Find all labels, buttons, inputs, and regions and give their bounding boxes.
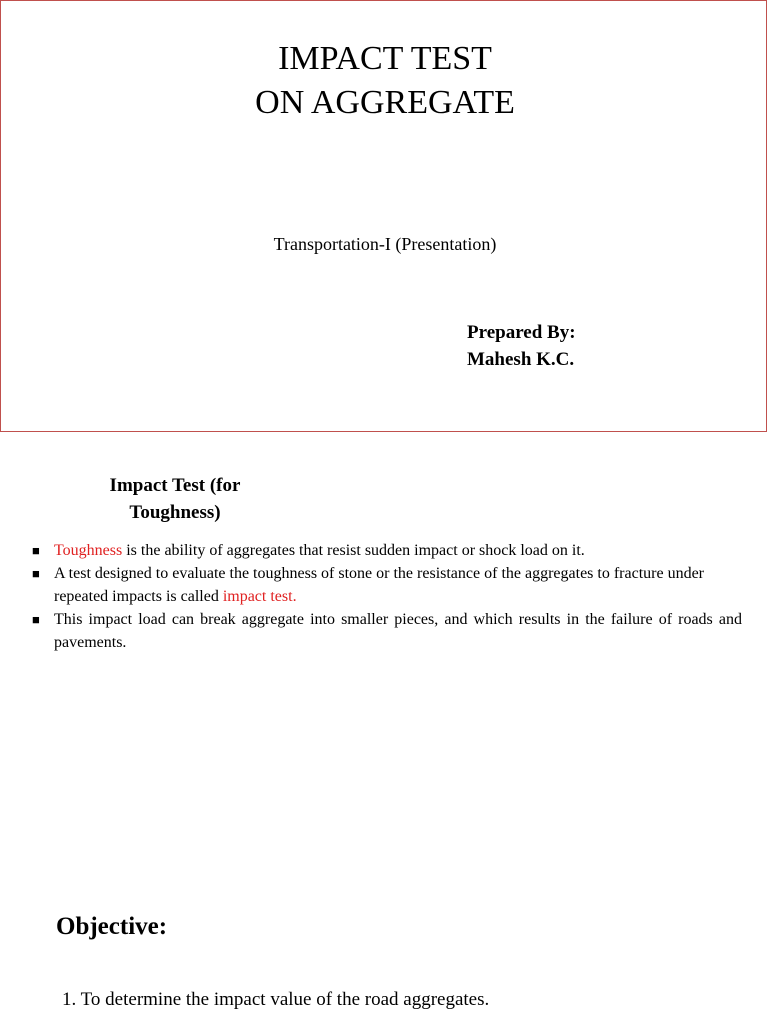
bullet-item [30, 608, 742, 654]
objective-item: 1. To determine the impact value of the road aggregates. [62, 989, 490, 1010]
bullet-text: This impact load can break aggregate into smaller pieces, and which results in the failure of roads and pavements. [54, 611, 742, 651]
highlight-term: impact test. [222, 588, 297, 605]
square-bullet-icon: ■ [32, 612, 40, 627]
highlight-term: Toughness [54, 542, 123, 559]
square-bullet-icon: ■ [32, 566, 40, 581]
bullet-item [30, 562, 742, 608]
prepared-by-block [467, 319, 576, 373]
prepared-by-label: Prepared By: [467, 322, 576, 343]
slide-title-line-2: ON AGGREGATE [255, 84, 515, 121]
objective-heading: Objective: [56, 913, 168, 940]
section-heading-line-1: Impact Test (for [109, 475, 241, 496]
bullet-text: is the ability of aggregates that resist sudden impact or shock load on it. [122, 542, 585, 559]
slide-subtitle: Transportation-I (Presentation) [273, 234, 497, 254]
section-heading-line-2: Toughness) [129, 502, 221, 523]
title-slide [0, 0, 767, 432]
author-name: Mahesh K.C. [467, 349, 575, 370]
slide-title-line-1: IMPACT TEST [278, 40, 492, 77]
square-bullet-icon: ■ [32, 543, 40, 558]
bullet-list [30, 539, 742, 654]
section-heading [90, 472, 260, 526]
bullet-text: A test designed to evaluate the toughness of stone or the resistance of the aggregates to fracture under repeated impacts is called [54, 565, 704, 605]
bullet-item [30, 539, 742, 562]
